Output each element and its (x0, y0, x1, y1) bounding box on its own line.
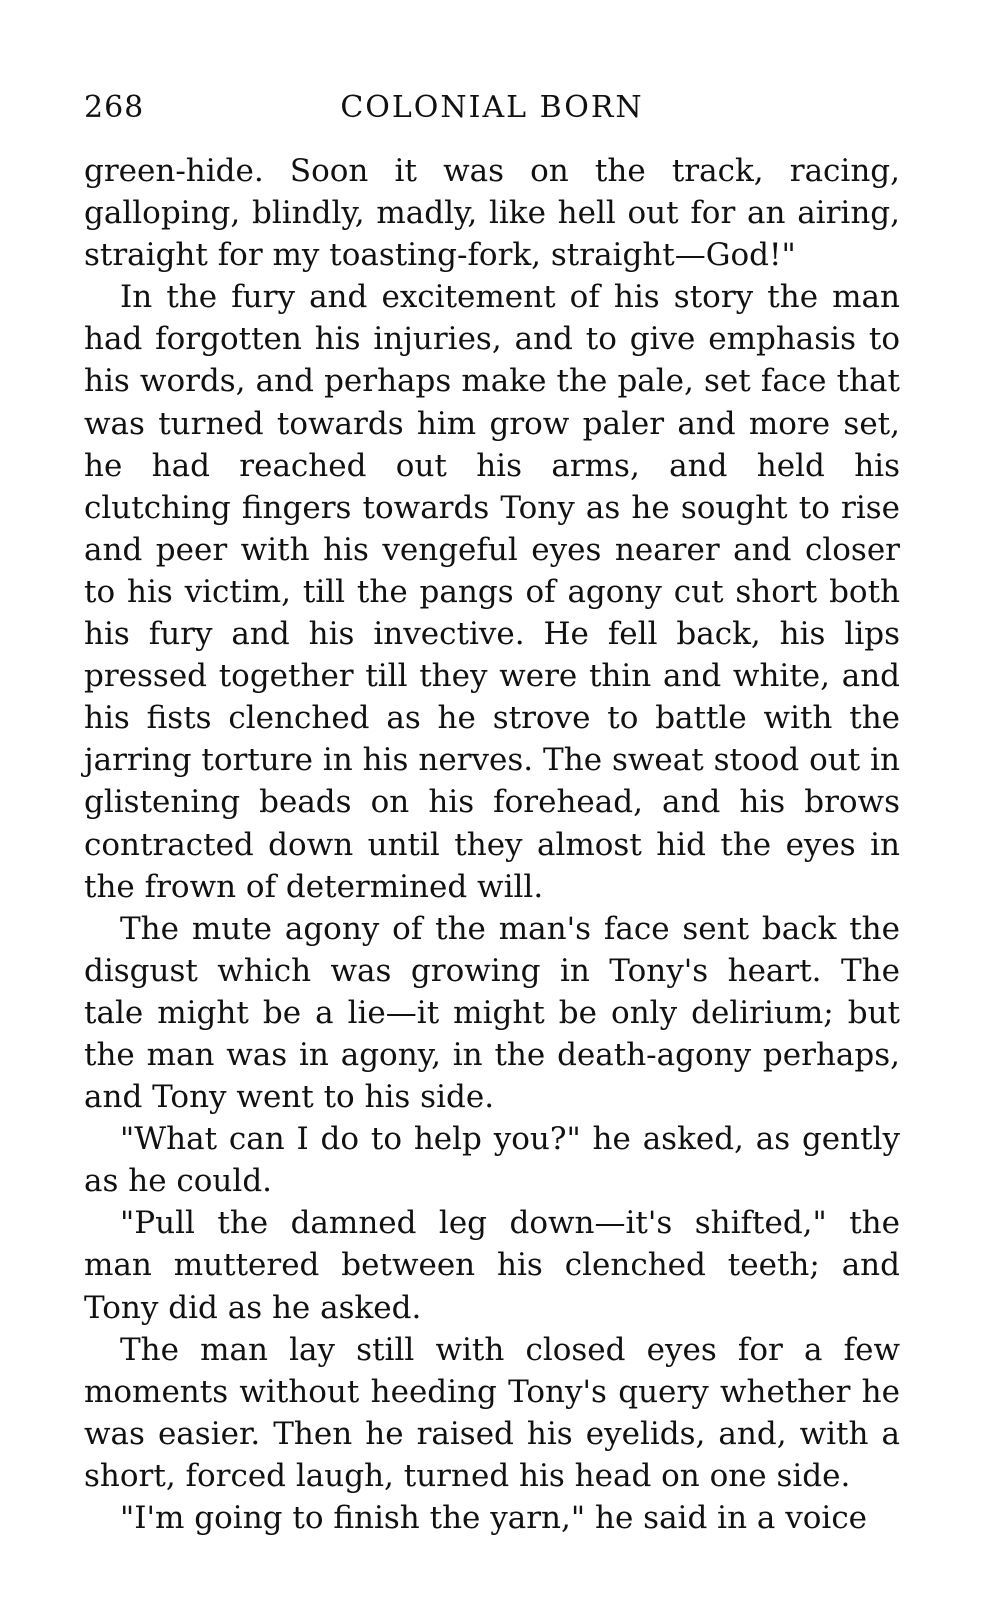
paragraph: The man lay still with closed eyes for a few moments without heeding Tony's query whether he was easier. Then he raised his eyelids, and, with a short, forced laugh, turned his head on one side. (84, 1331, 900, 1494)
page-number: 268 (84, 90, 145, 125)
running-head (84, 90, 900, 134)
paragraph-continued: green-hide. Soon it was on the track, racing, galloping, blindly, madly, like hell out for an airing, straight for my toasting-fork, straight—God!" (84, 153, 900, 274)
body-text (84, 150, 900, 1539)
paragraph: "I'm going to finish the yarn," he said in a voice (120, 1500, 868, 1536)
book-title: COLONIAL BORN (340, 90, 644, 125)
paragraph: "Pull the damned leg down—it's shifted," the man muttered between his clenched teeth; and Tony did as he asked. (84, 1205, 900, 1326)
paragraph: "What can I do to help you?" he asked, as gently as he could. (84, 1121, 900, 1200)
paragraph: In the fury and excitement of his story the man had forgotten his injuries, and to give emphasis to his words, and perhaps make the pale, set face that was turned towards him grow paler and more set, he had reached out his arms, and held his clutching fingers towards Tony as he sought to rise and peer with his vengeful eyes nearer and closer to his victim, till the pangs of agony cut short both his fury and his invective. He fell back, his lips pressed together till they were thin and white, and his fists clenched as he strove to battle with the jarring torture in his nerves. The sweat stood out in glistening beads on his forehead, and his brows contracted down until they almost hid the eyes in the frown of determined will. (84, 279, 900, 905)
paragraph: The mute agony of the man's face sent back the disgust which was growing in Tony's heart. The tale might be a lie—it might be only delirium; but the man was in agony, in the death-agony perhaps, and Tony went to his side. (84, 910, 900, 1116)
